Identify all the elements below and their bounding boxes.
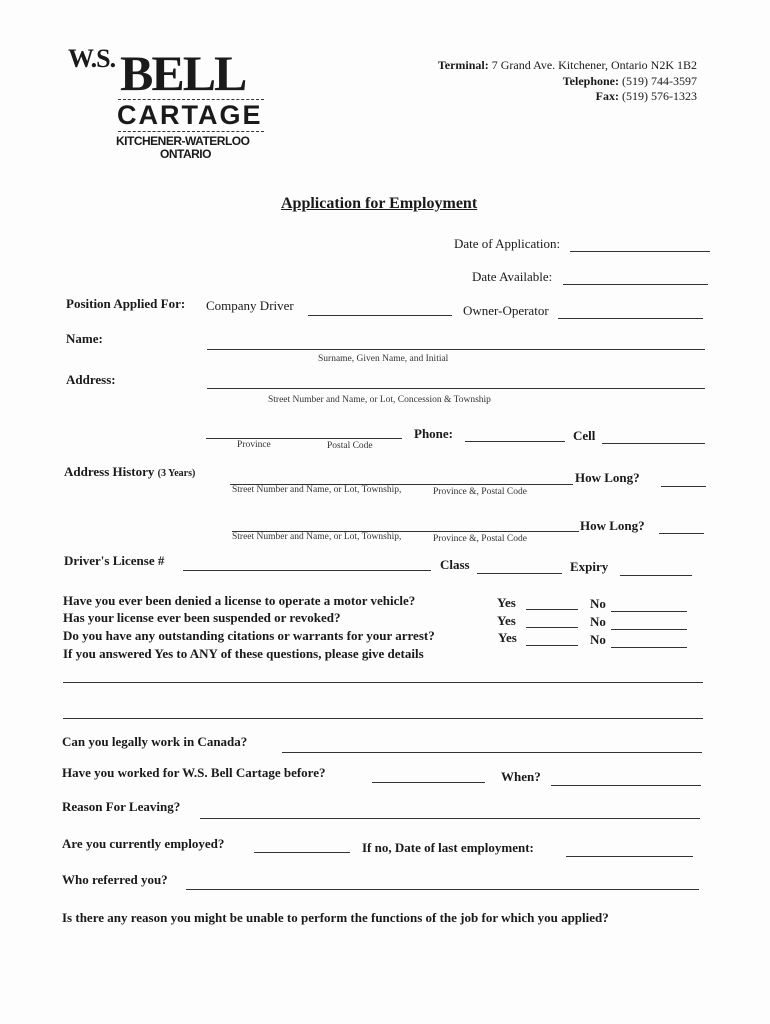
address-caption: Street Number and Name, or Lot, Concession & Township — [268, 395, 491, 405]
question-denied: Have you ever been denied a license to operate a motor vehicle? — [63, 593, 416, 608]
class-field[interactable] — [477, 573, 562, 574]
date-of-application-label: Date of Application: — [454, 236, 561, 251]
cell-field[interactable] — [602, 443, 705, 444]
cell-label: Cell — [573, 428, 596, 443]
reason-leaving-label: Reason For Leaving? — [62, 799, 181, 814]
question-details: If you answered Yes to ANY of these questions, please give details — [63, 646, 424, 661]
province-postal-field[interactable] — [206, 438, 402, 439]
fax-line — [596, 89, 697, 104]
how-long-field-1[interactable] — [661, 486, 706, 487]
how-long-field-2[interactable] — [659, 533, 704, 534]
fax-value: (519) 576-1323 — [622, 89, 697, 103]
address-history-text: Address History — [64, 464, 155, 479]
no-label-3: No — [590, 632, 606, 647]
yes-label-1: Yes — [497, 595, 516, 610]
logo-province-text: ONTARIO — [160, 147, 211, 161]
street-caption-2: Street Number and Name, or Lot, Township, — [232, 532, 402, 542]
telephone-value: (519) 744-3597 — [622, 74, 697, 88]
question-worked-before: Have you worked for W.S. Bell Cartage before? — [62, 765, 326, 780]
postal-caption: Postal Code — [327, 441, 373, 451]
address-history-label — [64, 464, 195, 480]
province-caption: Province — [237, 440, 271, 450]
how-long-label-2: How Long? — [580, 518, 645, 533]
name-caption: Surname, Given Name, and Initial — [318, 354, 449, 364]
how-long-label-1: How Long? — [575, 470, 640, 485]
name-field[interactable] — [207, 349, 705, 350]
details-field-1[interactable] — [63, 682, 703, 683]
logo-cartage-text: CARTAGE — [117, 100, 263, 130]
who-referred-label: Who referred you? — [62, 872, 168, 887]
yes-field-3[interactable] — [526, 645, 578, 646]
currently-employed-label: Are you currently employed? — [62, 836, 225, 851]
expiry-label: Expiry — [570, 559, 609, 574]
terminal-address — [438, 58, 697, 73]
class-label: Class — [440, 557, 470, 572]
currently-employed-field[interactable] — [254, 852, 350, 853]
question-unable: Is there any reason you might be unable to perform the functions of the job for which you applied? — [62, 910, 609, 925]
logo-rule-2 — [118, 131, 264, 132]
province-postal-caption-2: Province &, Postal Code — [433, 534, 527, 544]
address-history-years: (3 Years) — [157, 468, 196, 479]
last-employment-label: If no, Date of last employment: — [362, 840, 534, 855]
terminal-value: 7 Grand Ave. Kitchener, Ontario N2K 1B2 — [491, 58, 697, 72]
question-suspended: Has your license ever been suspended or revoked? — [63, 610, 341, 625]
when-field[interactable] — [551, 785, 701, 786]
fax-label: Fax: — [595, 89, 619, 103]
drivers-license-label: Driver's License # — [64, 553, 165, 568]
legally-work-field[interactable] — [282, 752, 702, 753]
terminal-label: Terminal: — [437, 58, 489, 72]
address-field[interactable] — [207, 388, 705, 389]
province-postal-caption-1: Province &, Postal Code — [433, 487, 527, 497]
no-field-3[interactable] — [611, 647, 687, 648]
form-title: Application for Employment — [281, 195, 478, 212]
no-field-1[interactable] — [611, 611, 687, 612]
phone-label: Phone: — [414, 426, 453, 441]
worked-before-field[interactable] — [372, 782, 485, 783]
when-label: When? — [501, 769, 541, 784]
street-caption-1: Street Number and Name, or Lot, Township, — [232, 485, 402, 495]
no-label-1: No — [590, 596, 606, 611]
name-label: Name: — [66, 331, 103, 346]
yes-label-2: Yes — [497, 613, 516, 628]
yes-field-2[interactable] — [526, 627, 578, 628]
company-driver-label: Company Driver — [206, 298, 294, 313]
reason-leaving-field[interactable] — [200, 818, 700, 819]
company-driver-field[interactable] — [308, 315, 452, 316]
no-field-2[interactable] — [611, 629, 687, 630]
owner-operator-label: Owner-Operator — [463, 303, 549, 318]
expiry-field[interactable] — [620, 575, 692, 576]
address-label: Address: — [66, 372, 116, 387]
details-field-2[interactable] — [63, 718, 703, 719]
logo-city-text: KITCHENER-WATERLOO — [116, 134, 250, 148]
position-label: Position Applied For: — [66, 296, 186, 311]
logo-ws-text: W.S. — [68, 44, 116, 73]
drivers-license-field[interactable] — [183, 570, 431, 571]
yes-field-1[interactable] — [526, 609, 578, 610]
yes-label-3: Yes — [498, 630, 517, 645]
date-available-label: Date Available: — [472, 269, 553, 284]
phone-field[interactable] — [465, 441, 565, 442]
owner-operator-field[interactable] — [558, 318, 703, 319]
question-legally-work: Can you legally work in Canada? — [62, 734, 248, 749]
no-label-2: No — [590, 614, 606, 629]
last-employment-field[interactable] — [566, 856, 693, 857]
who-referred-field[interactable] — [186, 889, 699, 890]
telephone-label: Telephone: — [562, 74, 619, 88]
logo-bell-text: BELL — [120, 45, 246, 101]
date-available-field[interactable] — [563, 284, 708, 285]
question-citations: Do you have any outstanding citations or warrants for your arrest? — [63, 628, 435, 643]
telephone-line — [563, 74, 697, 89]
date-of-application-field[interactable] — [570, 251, 710, 252]
